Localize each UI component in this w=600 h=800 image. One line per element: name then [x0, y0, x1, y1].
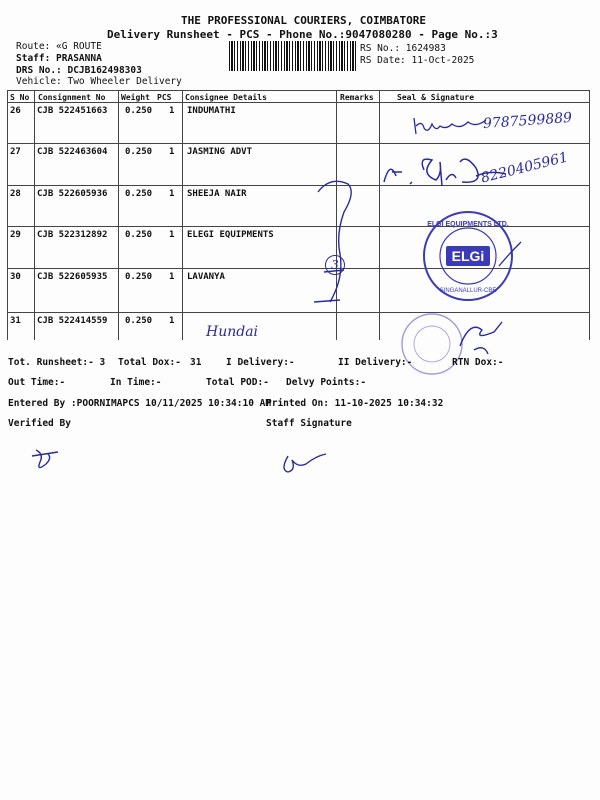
runsheet-subtitle: Delivery Runsheet - PCS - Phone No.:9047080280 - Page No.:3 — [107, 28, 498, 41]
handwritten-phone-2: 8220405961 — [479, 149, 570, 187]
row-consignee: INDUMATHI — [187, 106, 236, 116]
row-pcs: 1 — [169, 316, 175, 326]
stamp-bottom-text: SINGANALLUR-CBE — [439, 288, 497, 294]
row-sno: 31 — [10, 316, 21, 326]
row-weight: 0.250 — [125, 106, 153, 116]
handwritten-hundai: Hundai — [206, 324, 259, 340]
col-sno: S No — [10, 93, 30, 102]
staff-label: Staff: PRASANNA — [16, 53, 102, 64]
col-consignment: Consignment No — [38, 93, 106, 102]
row-pcs: 1 — [169, 147, 175, 157]
rs-number: RS No.: 1624983 — [360, 43, 446, 54]
row-pcs: 1 — [169, 106, 175, 116]
barcode — [229, 41, 356, 71]
row-sno: 30 — [10, 272, 21, 282]
row-consignment: CJB 522451663 — [37, 106, 108, 116]
printed-on: Printed On: 11-10-2025 10:34:32 — [266, 398, 444, 409]
tot-runsheet: Tot. Runsheet:- 3 — [8, 357, 106, 368]
total-pod: Total POD:- — [206, 377, 269, 388]
row-consignee: JASMING ADVT — [187, 147, 253, 157]
total-dox-value: 31 — [190, 357, 202, 368]
drs-label: DRS No.: DCJB162498303 — [16, 65, 142, 76]
handwritten-phone-1: 9787599889 — [482, 109, 573, 133]
staff-signature-mark — [278, 448, 338, 478]
entered-by: Entered By :POORNIMAPCS 10/11/2025 10:34:10 AM — [8, 398, 272, 409]
row-pcs: 1 — [169, 230, 175, 240]
row-sno: 27 — [10, 147, 21, 157]
verified-by-signature — [30, 444, 70, 474]
stamp-ring-text: ELGI EQUIPMENTS LTD. — [427, 221, 509, 228]
row-consignment: CJB 522312892 — [37, 230, 108, 240]
stamp-center-text: ELGi — [451, 248, 485, 264]
rs-date: RS Date: 11-Oct-2025 — [360, 55, 475, 66]
signature-row-29 — [495, 240, 525, 270]
row-weight: 0.250 — [125, 272, 153, 282]
row-weight: 0.250 — [125, 230, 153, 240]
row-weight: 0.250 — [125, 189, 153, 199]
col-seal-signature: Seal & Signature — [397, 93, 475, 102]
route-label: Route: «G ROUTE — [16, 41, 102, 52]
out-time: Out Time:- — [8, 377, 66, 388]
row-consignee: LAVANYA — [187, 272, 225, 282]
row-consignment: CJB 522605935 — [37, 272, 108, 282]
col-remarks: Remarks — [340, 93, 374, 102]
company-title: THE PROFESSIONAL COURIERS, COIMBATORE — [181, 14, 427, 27]
row-consignment: CJB 522463604 — [37, 147, 108, 157]
row-consignee: SHEEJA NAIR — [187, 189, 247, 199]
total-dox-label: Total Dox:- — [118, 357, 181, 368]
row-weight: 0.250 — [125, 316, 153, 326]
delvy-points: Delvy Points:- — [286, 377, 367, 388]
row-weight: 0.250 — [125, 147, 153, 157]
i-delivery: I Delivery:- — [226, 357, 295, 368]
col-pcs: PCS — [157, 93, 172, 102]
handwritten-scribble — [300, 178, 380, 308]
row-pcs: 1 — [169, 272, 175, 282]
ii-delivery: II Delivery:- — [338, 357, 413, 368]
row-pcs: 1 — [169, 189, 175, 199]
verified-by: Verified By — [8, 418, 71, 429]
col-weight: Weight — [121, 93, 150, 102]
rtn-dox: RTN Dox:- — [452, 357, 504, 368]
row-consignee: ELEGI EQUIPMENTS — [187, 230, 274, 240]
row-consignment: CJB 522414559 — [37, 316, 108, 326]
staff-signature-label: Staff Signature — [266, 418, 352, 429]
row-sno: 28 — [10, 189, 21, 199]
vehicle-label: Vehicle: Two Wheeler Delivery — [16, 76, 182, 87]
handwritten-circle-3: 3 — [325, 255, 345, 275]
row-consignment: CJB 522605936 — [37, 189, 108, 199]
row-sno: 29 — [10, 230, 21, 240]
in-time: In Time:- — [110, 377, 162, 388]
row-sno: 26 — [10, 106, 21, 116]
col-consignee: Consignee Details — [185, 93, 267, 102]
